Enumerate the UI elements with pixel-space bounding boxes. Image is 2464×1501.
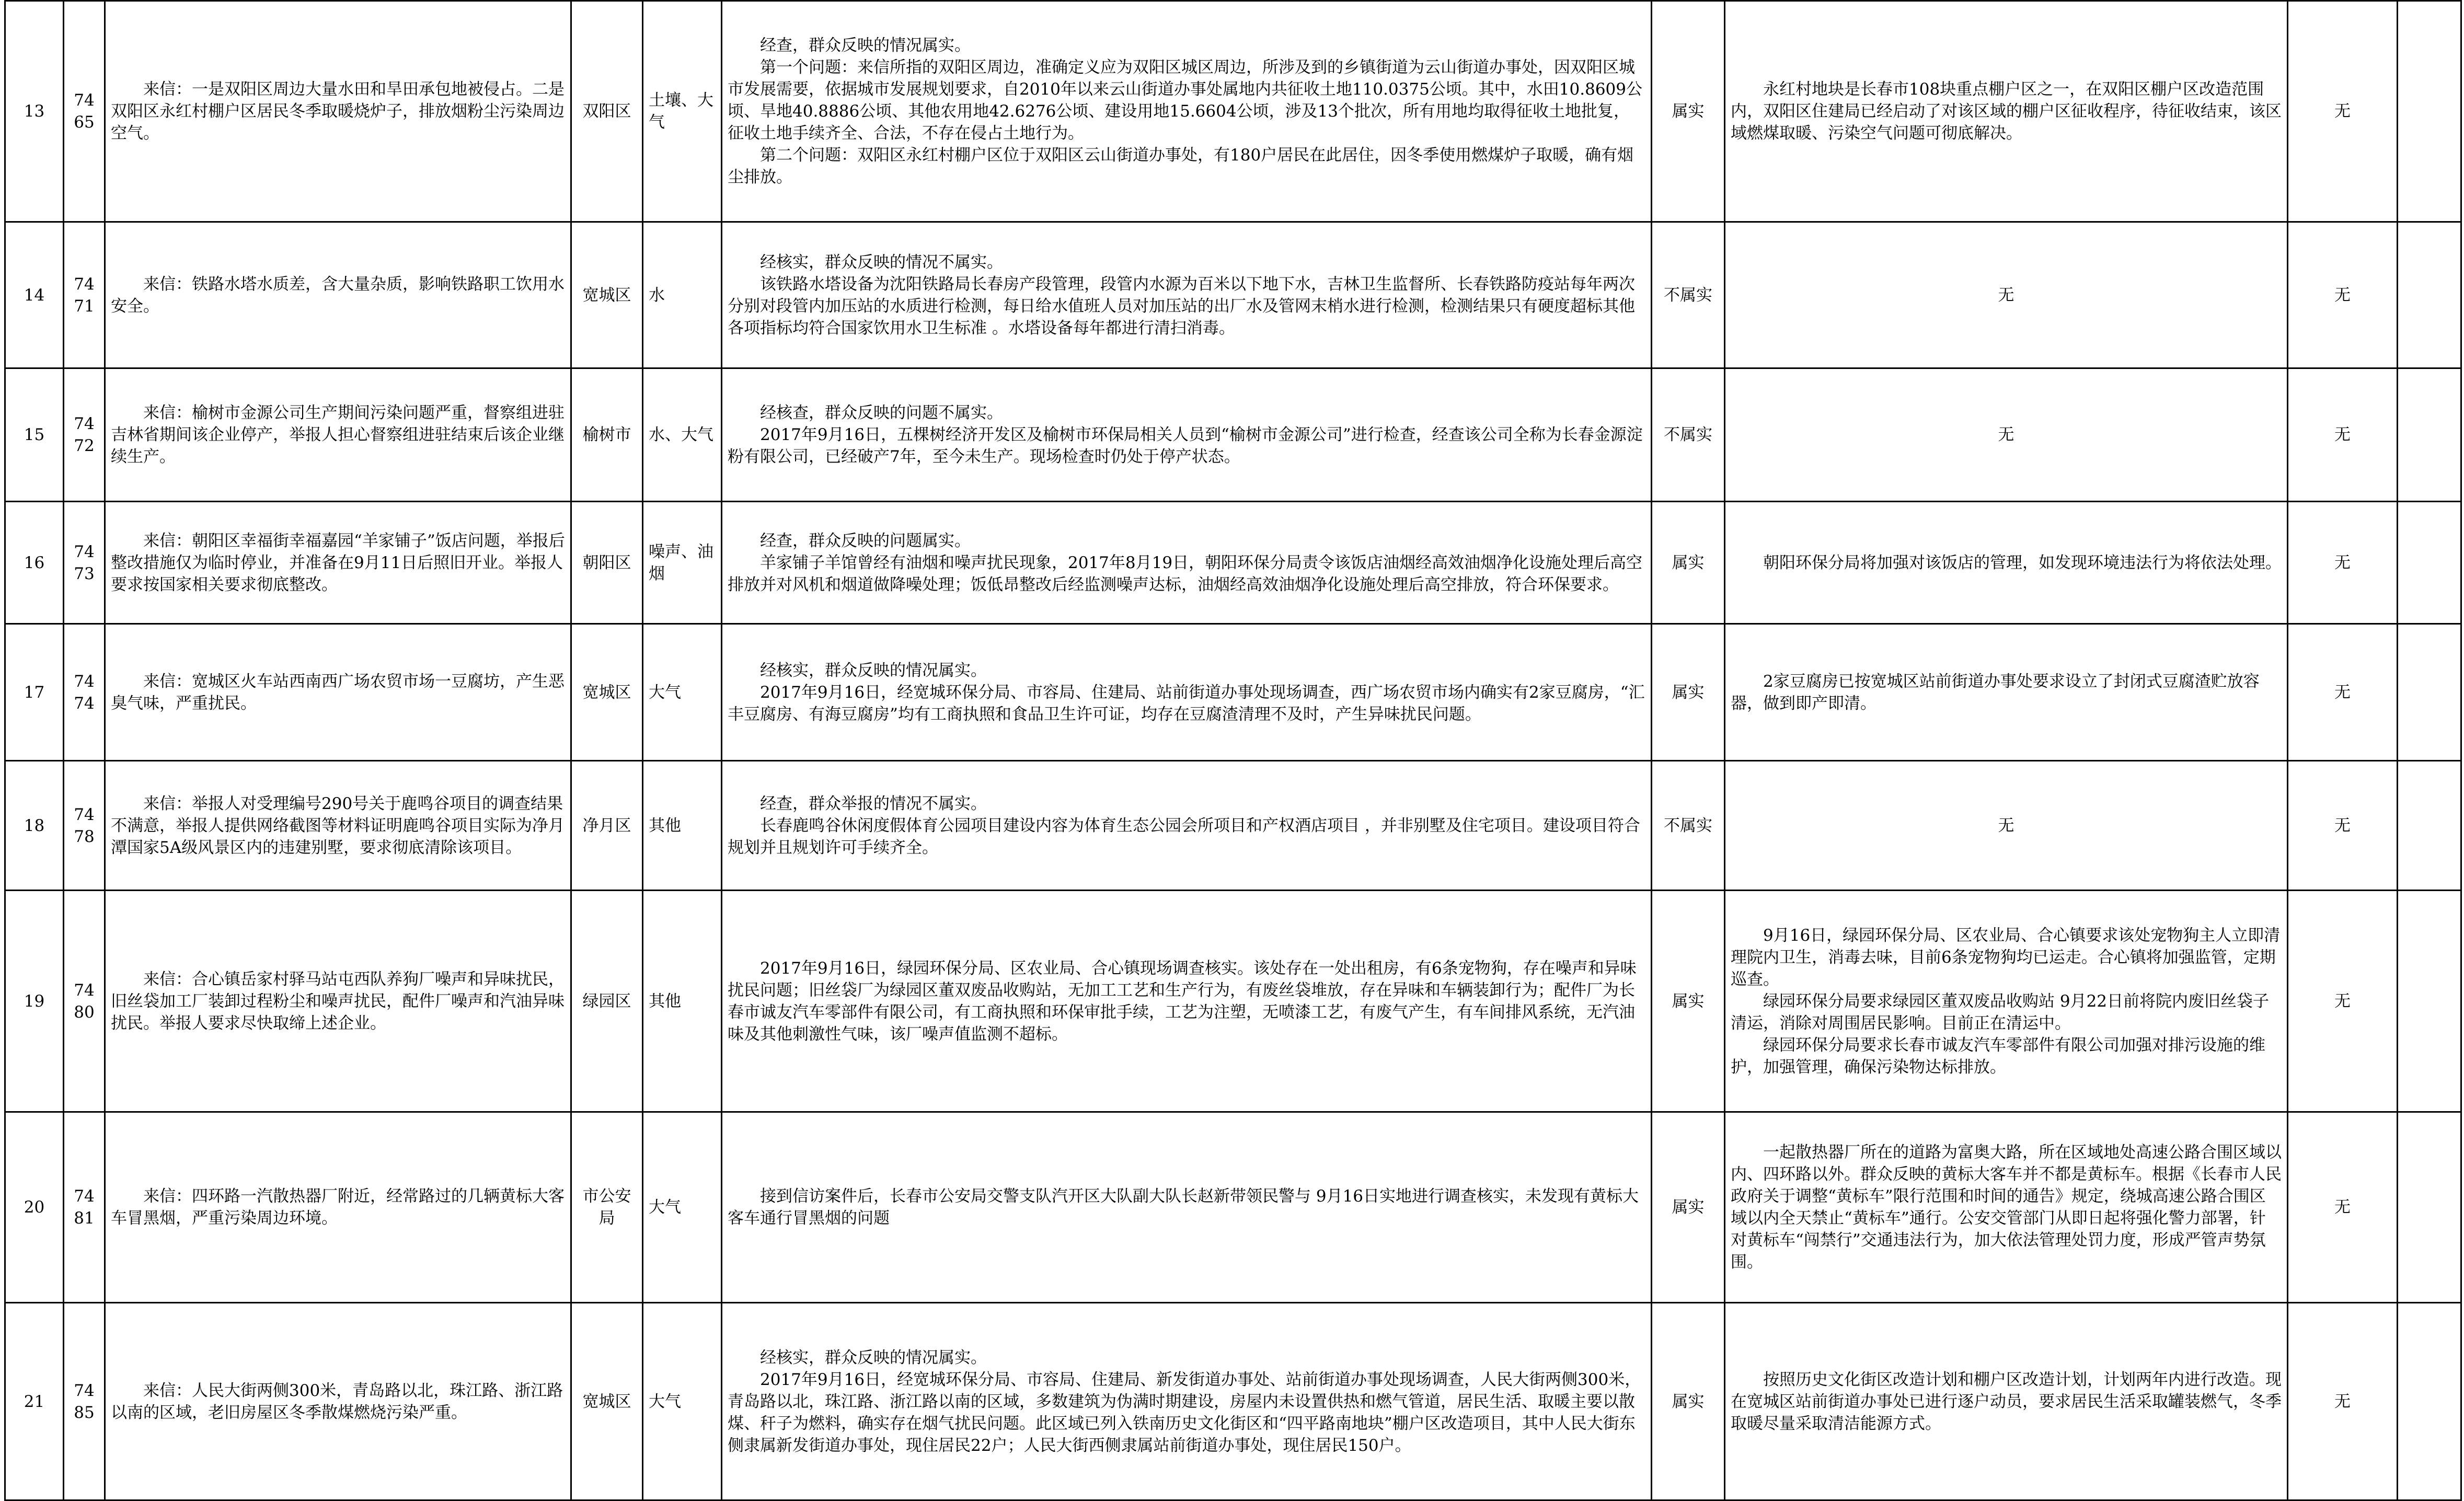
row-number: 17 [5,624,64,761]
complaint-id: 7465 [64,1,105,222]
district: 净月区 [571,761,643,891]
row-number: 18 [5,761,64,891]
district: 朝阳区 [571,502,643,624]
complaint-text: 来信：宽城区火车站西南西广场农贸市场一豆腐坊，产生恶臭气味，严重扰民。 [105,624,571,761]
trailing-cell [2398,1,2461,222]
trailing-cell [2398,1112,2461,1303]
district: 双阳区 [571,1,643,222]
trailing-cell [2398,368,2461,502]
verdict: 属实 [1652,624,1725,761]
complaint-id: 7481 [64,1112,105,1303]
accountability: 无 [2288,891,2398,1112]
complaint-text: 来信：铁路水塔水质差，含大量杂质，影响铁路职工饮用水安全。 [105,222,571,368]
complaint-text: 来信：人民大街两侧300米，青岛路以北，珠江路、浙江路以南的区域，老旧房屋区冬季散煤燃烧污染严重。 [105,1303,571,1500]
complaint-text: 来信：一是双阳区周边大量水田和旱田承包地被侵占。二是双阳区永红村棚户区居民冬季取暖烧炉子，排放烟粉尘污染周边空气。 [105,1,571,222]
pollution-category: 大气 [643,1112,722,1303]
complaint-text: 来信：举报人对受理编号290号关于鹿鸣谷项目的调查结果不满意，举报人提供网络截图等材料证明鹿鸣谷项目实际为净月潭国家5A级风景区内的违建别墅，要求彻底清除该项目。 [105,761,571,891]
table-row [5,1303,2461,1500]
verdict: 不属实 [1652,761,1725,891]
handling-measures: 9月16日，绿园环保分局、区农业局、合心镇要求该处宠物狗主人立即清理院内卫生，消毒去味，目前6条宠物狗均已运走。合心镇将加强监管，定期巡查。 绿园环保分局要求绿园区董双废品收购站 9月22日前将院内废旧丝袋子清运，消除对周围居民影响。目前正在清运中。 绿园环保分局要求长春市诚友汽车零部件有限公司加强对排污设施的维护，加强管理，确保污染物达标排放。 [1725,891,2288,1112]
row-number: 14 [5,222,64,368]
complaint-text: 来信：四环路一汽散热器厂附近，经常路过的几辆黄标大客车冒黑烟，严重污染周边环境。 [105,1112,571,1303]
pollution-category: 水 [643,222,722,368]
verdict: 属实 [1652,1303,1725,1500]
accountability: 无 [2288,222,2398,368]
accountability: 无 [2288,502,2398,624]
pollution-category: 其他 [643,891,722,1112]
handling-measures: 朝阳环保分局将加强对该饭店的管理，如发现环境违法行为将依法处理。 [1725,502,2288,624]
trailing-cell [2398,891,2461,1112]
trailing-cell [2398,1303,2461,1500]
row-number: 20 [5,1112,64,1303]
investigation-findings: 2017年9月16日，绿园环保分局、区农业局、合心镇现场调查核实。该处存在一处出租房，有6条宠物狗，存在噪声和异味扰民问题；旧丝袋厂为绿园区董双废品收购站，无加工工艺和生产行为，有废丝袋堆放，存在异味和车辆装卸行为；配件厂为长春市诚友汽车零部件有限公司，有工商执照和环保审批手续，工艺为注塑，无喷漆工艺，有废气产生，有车间排风系统，无汽油味及其他刺激性气味，该厂噪声值监测不超标。 [722,891,1652,1112]
table-row [5,368,2461,502]
accountability: 无 [2288,1112,2398,1303]
district: 宽城区 [571,624,643,761]
trailing-cell [2398,761,2461,891]
complaint-table [4,0,2462,1501]
complaint-id: 7473 [64,502,105,624]
handling-measures: 2家豆腐房已按宽城区站前街道办事处要求设立了封闭式豆腐渣贮放容器，做到即产即清。 [1725,624,2288,761]
table-row [5,891,2461,1112]
complaint-id: 7472 [64,368,105,502]
pollution-category: 大气 [643,1303,722,1500]
investigation-findings: 经核实，群众反映的情况属实。 2017年9月16日，经宽城环保分局、市容局、住建局、站前街道办事处现场调查，西广场农贸市场内确实有2家豆腐房，“汇丰豆腐房、有海豆腐房”均有工商执照和食品卫生许可证，均存在豆腐渣清理不及时，产生异味扰民问题。 [722,624,1652,761]
table-body [5,1,2461,1500]
investigation-findings: 经核实，群众反映的情况不属实。 该铁路水塔设备为沈阳铁路局长春房产段管理，段管内水源为百米以下地下水，吉林卫生监督所、长春铁路防疫站每年两次分别对段管内加压站的水质进行检测，每日给水值班人员对加压站的出厂水及管网末梢水进行检测，检测结果只有硬度超标其他各项指标均符合国家饮用水卫生标准 。水塔设备每年都进行清扫消毒。 [722,222,1652,368]
verdict: 属实 [1652,891,1725,1112]
complaint-id: 7485 [64,1303,105,1500]
accountability: 无 [2288,368,2398,502]
handling-measures: 一起散热器厂所在的道路为富奥大路，所在区域地处高速公路合围区域以内、四环路以外。群众反映的黄标大客车并不都是黄标车。根据《长春市人民政府关于调整“黄标车”限行范围和时间的通告》规定，绕城高速公路合围区域以内全天禁止“黄标车”通行。公安交管部门从即日起将强化警力部署，针对黄标车“闯禁行”交通违法行为，加大依法管理处罚力度，形成严管声势氛围。 [1725,1112,2288,1303]
investigation-findings: 经查，群众反映的问题属实。 羊家铺子羊馆曾经有油烟和噪声扰民现象，2017年8月19日，朝阳环保分局责令该饭店油烟经高效油烟净化设施处理后高空排放并对风机和烟道做降噪处理；饭低昂整改后经监测噪声达标，油烟经高效油烟净化设施处理后高空排放，符合环保要求。 [722,502,1652,624]
verdict: 不属实 [1652,222,1725,368]
complaint-id: 7478 [64,761,105,891]
handling-measures: 无 [1725,761,2288,891]
handling-measures: 无 [1725,222,2288,368]
table-row [5,222,2461,368]
complaint-id: 7474 [64,624,105,761]
verdict: 属实 [1652,502,1725,624]
district: 榆树市 [571,368,643,502]
table-row [5,1112,2461,1303]
complaint-text: 来信：榆树市金源公司生产期间污染问题严重，督察组进驻吉林省期间该企业停产，举报人担心督察组进驻结束后该企业继续生产。 [105,368,571,502]
investigation-findings: 经查，群众反映的情况属实。 第一个问题：来信所指的双阳区周边，准确定义应为双阳区城区周边，所涉及到的乡镇街道为云山街道办事处，因双阳区城市发展需要，依据城市发展规划要求，自2010年以来云山街道办事处属地内共征收土地110.0375公顷。其中，水田10.8609公顷、旱地40.8886公顷、其他农用地42.6276公顷、建设用地15.6604公顷，涉及13个批次，所有用地均取得征收土地批复，征收土地手续齐全、合法，不存在侵占土地行为。 第二个问题：双阳区永红村棚户区位于双阳区云山街道办事处，有180户居民在此居住，因冬季使用燃煤炉子取暖，确有烟尘排放。 [722,1,1652,222]
pollution-category: 其他 [643,761,722,891]
accountability: 无 [2288,1,2398,222]
row-number: 15 [5,368,64,502]
complaint-id: 7480 [64,891,105,1112]
investigation-findings: 接到信访案件后，长春市公安局交警支队汽开区大队副大队长赵新带领民警与 9月16日实地进行调查核实，未发现有黄标大客车通行冒黑烟的问题 [722,1112,1652,1303]
pollution-category: 噪声、油烟 [643,502,722,624]
district: 市公安局 [571,1112,643,1303]
verdict: 属实 [1652,1,1725,222]
table-row [5,502,2461,624]
handling-measures: 无 [1725,368,2288,502]
trailing-cell [2398,222,2461,368]
row-number: 13 [5,1,64,222]
investigation-findings: 经查，群众举报的情况不属实。 长春鹿鸣谷休闲度假体育公园项目建设内容为体育生态公园会所项目和产权酒店项目 ，并非别墅及住宅项目。建设项目符合规划并且规划许可手续齐全。 [722,761,1652,891]
complaint-text: 来信：朝阳区幸福街幸福嘉园“羊家铺子”饭店问题，举报后整改措施仅为临时停业，并准备在9月11日后照旧开业。举报人要求按国家相关要求彻底整改。 [105,502,571,624]
table-row [5,624,2461,761]
verdict: 不属实 [1652,368,1725,502]
table-row [5,761,2461,891]
district: 绿园区 [571,891,643,1112]
handling-measures: 按照历史文化街区改造计划和棚户区改造计划，计划两年内进行改造。现在宽城区站前街道办事处已进行逐户动员，要求居民生活采取罐装燃气，冬季取暖尽量采取清洁能源方式。 [1725,1303,2288,1500]
accountability: 无 [2288,624,2398,761]
district: 宽城区 [571,222,643,368]
trailing-cell [2398,502,2461,624]
row-number: 21 [5,1303,64,1500]
pollution-category: 土壤、大气 [643,1,722,222]
row-number: 19 [5,891,64,1112]
trailing-cell [2398,624,2461,761]
row-number: 16 [5,502,64,624]
complaint-text: 来信：合心镇岳家村驿马站屯西队养狗厂噪声和异味扰民，旧丝袋加工厂装卸过程粉尘和噪声扰民，配件厂噪声和汽油异味扰民。举报人要求尽快取缔上述企业。 [105,891,571,1112]
handling-measures: 永红村地块是长春市108块重点棚户区之一，在双阳区棚户区改造范围内，双阳区住建局已经启动了对该区域的棚户区征收程序，待征收结束，该区域燃煤取暖、污染空气问题可彻底解决。 [1725,1,2288,222]
accountability: 无 [2288,761,2398,891]
investigation-findings: 经核查，群众反映的问题不属实。 2017年9月16日，五棵树经济开发区及榆树市环保局相关人员到“榆树市金源公司”进行检查，经查该公司全称为长春金源淀粉有限公司，已经破产7年，至今未生产。现场检查时仍处于停产状态。 [722,368,1652,502]
pollution-category: 水、大气 [643,368,722,502]
district: 宽城区 [571,1303,643,1500]
accountability: 无 [2288,1303,2398,1500]
pollution-category: 大气 [643,624,722,761]
investigation-findings: 经核实，群众反映的情况属实。 2017年9月16日，经宽城环保分局、市容局、住建局、新发街道办事处、站前街道办事处现场调查，人民大街两侧300米，青岛路以北，珠江路、浙江路以南的区域，多数建筑为伪满时期建设，房屋内未设置供热和燃气管道，居民生活、取暖主要以散煤、秆子为燃料，确实存在烟气扰民问题。此区域已列入铁南历史文化街区和“四平路南地块”棚户区改造项目，其中人民大街东侧隶属新发街道办事处，现住居民22户；人民大街西侧隶属站前街道办事处，现住居民150户。 [722,1303,1652,1500]
table-row [5,1,2461,222]
verdict: 属实 [1652,1112,1725,1303]
complaint-id: 7471 [64,222,105,368]
